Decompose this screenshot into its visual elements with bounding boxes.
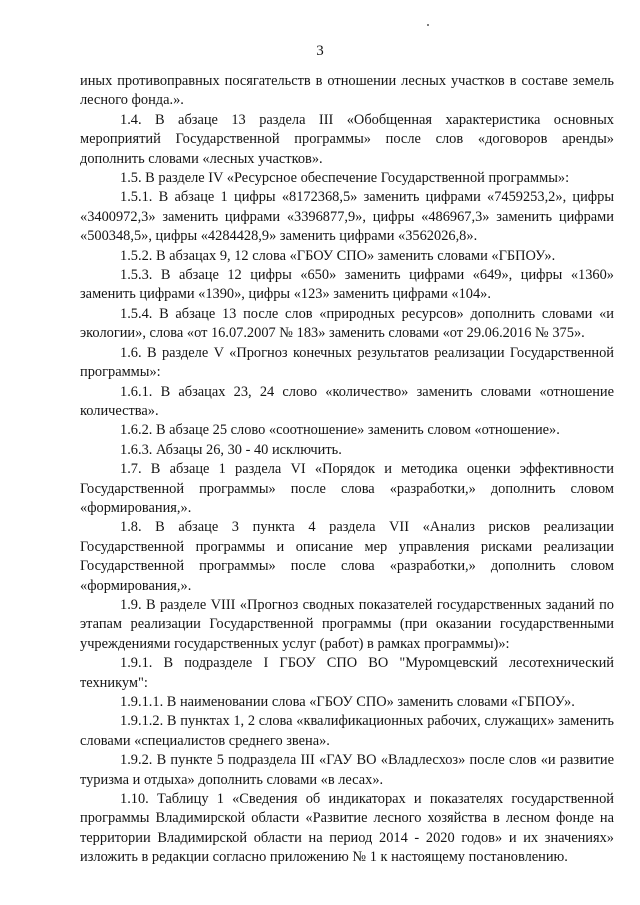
paragraph: 1.5.4. В абзаце 13 после слов «природных ресурсов» дополнить словами «и экологии», слова «от 16.07.2007 № 183» заменить словами «от 29.06.2016 № 375».: [80, 305, 614, 342]
paragraph: 1.5.3. В абзаце 12 цифры «650» заменить цифрами «649», цифры «1360» заменить цифрами «1390», цифры «123» заменить цифрами «104».: [80, 267, 614, 303]
paragraph: иных противоправных посягательств в отношении лесных участков в составе земель лесного фонда.».: [80, 73, 614, 109]
document-body: [80, 72, 614, 868]
paragraph: 1.9.1.1. В наименовании слова «ГБОУ СПО» заменить словами «ГБПОУ».: [120, 694, 575, 710]
paragraph: 1.6.2. В абзаце 25 слово «соотношение» заменить словом «отношение».: [120, 422, 560, 439]
paragraph: 1.5.1. В абзаце 1 цифры «8172368,5» заменить цифрами «7459253,2», цифры «3400972,3» заменить цифрами «3396877,9», цифры «486967,3» заменить цифрами «500348,5», цифры «4284428,9» заменить цифрами «3562026,8».: [80, 189, 614, 245]
paragraph: 1.7. В абзаце 1 раздела VI «Порядок и методика оценки эффективности Государственной программы» после слова «разработки,» дополнить словом «формирования,».: [80, 461, 614, 516]
paragraph: 1.9. В разделе VIII «Прогноз сводных показателей государственных заданий по этапам реализации Государственной программы (при оказании государственными учреждениями государственных услуг (работ) в рамках программы)»:: [80, 596, 614, 652]
scan-speck: [427, 24, 429, 26]
page-number: 3: [316, 43, 324, 59]
paragraph: 1.6.1. В абзацах 23, 24 слово «количество» заменить словами «отношение количества».: [80, 383, 614, 419]
paragraph: 1.9.1.2. В пунктах 1, 2 слова «квалификационных рабочих, служащих» заменить словами «специалистов среднего звена».: [80, 713, 614, 749]
paragraph: 1.8. В абзаце 3 пункта 4 раздела VII «Анализ рисков реализации Государственной программы и описание мер управления рисками реализации Государственной программы» после слова «разработки,» дополнить словом «формирования,».: [80, 519, 614, 594]
paragraph: 1.5.2. В абзацах 9, 12 слова «ГБОУ СПО» заменить словами «ГБПОУ».: [120, 247, 556, 264]
paragraph: 1.5. В разделе IV «Ресурсное обеспечение Государственной программы»:: [120, 170, 570, 187]
paragraph: 1.6. В разделе V «Прогноз конечных результатов реализации Государственной программы»:: [80, 344, 614, 381]
paragraph: 1.9.1. В подразделе I ГБОУ СПО ВО "Муромцевский лесотехнический техникум":: [80, 655, 614, 691]
paragraph: 1.10. Таблицу 1 «Сведения об индикаторах и показателях государственной программы Владимирской области «Развитие лесного хозяйства в лесном фонде на территории Владимирской области на период 2014 - 2020 годов» и их значениях» изложить в редакции согласно приложению № 1 к настоящему постановлению.: [80, 791, 614, 866]
paragraph: 1.4. В абзаце 13 раздела III «Обобщенная характеристика основных мероприятий Государственной программы» после слов «договоров аренды» дополнить словами «лесных участков».: [80, 111, 614, 167]
paragraph: 1.9.2. В пункте 5 подраздела III «ГАУ ВО «Владлесхоз» после слов «и развитие туризма и отдыха» дополнить словами «в лесах».: [80, 752, 614, 788]
paragraph: 1.6.3. Абзацы 26, 30 - 40 исключить.: [120, 441, 342, 458]
